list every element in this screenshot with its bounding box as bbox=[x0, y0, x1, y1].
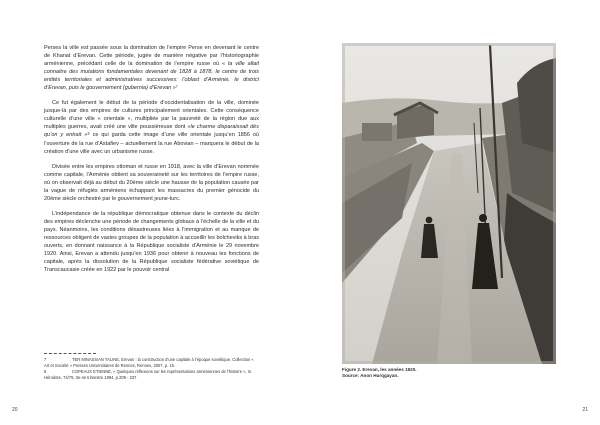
caption-title: Figure 2. Erevan, les années 1920. bbox=[342, 367, 417, 372]
paragraph-3: Divisée entre les empires ottoman et russe en 1918, avec la ville d’Erevan nommée comme capitale, l’Arménie obtient sa souveraineté sur les territoires de l’empire russe, où on observait déjà au début du 20ème siècle une hausse de la population causée par la vague de réfugiés arméniens échappant les massacres du premier génocide du 20ème siècle orchestré par le gouvernement jeune-turc. bbox=[44, 163, 259, 202]
paragraph-1: Perses la ville est passée sous la domination de l’empire Perse en devenant le centre de Khanat d’Erevan. Cette période, jugée de manière négative par l’historiographie arménienne, précédant celle de la domination de l’empire russe où « la ville allait connaitre des mutations fondamentales devenant de 1828 à 1878, le centre de trois entités territoriales et administratives successives: l’oblast d’Arménie, le district d’Erevan, puis le gouvernement (gubernia) d’Erevan »⁷ bbox=[44, 45, 259, 92]
street-photo-illustration bbox=[342, 43, 556, 364]
footnote-7: 7 TER MINASSIAN TALINE, Erevan : la construction d’une capitale à l’époque soviétique, Collection « Art et Société » Presses Universitaires de Rennes, Rennes, 2007, p. 15. bbox=[44, 357, 254, 368]
footnote-separator bbox=[44, 353, 96, 354]
paragraph-4: L’indépendance de la république démocratique obtenue dans le contexte du déclin des empires déclenche une période de changements globaux à l’échelle de la ville et du pays. Néanmoins, les conditions désastreuses liées à l’immigration et au manque de ressources obligent de vastes groupes de la population à accueillir les bolcheviks à bras ouverts, en donnant naissance à la République socialiste d’Arménie le 29 novembre 1920. Ainsi, Erevan a attendu jusqu’en 1936 pour obtenir à nouveau les fonctions de capitale, après la dissolution de la République socialiste fédérative soviétique de Transcaucasie créée en 1922 par le pouvoir central bbox=[44, 210, 259, 274]
paragraph-2: Ce fut également le début de la période d’occidentalisation de la ville, dominée jusque-là par des empires de cultures principalement orientales. Cette conséquence culturelle d’une ville « orientale », multipliée par la pauvreté de la région due aux multiples guerres, avait créé une ville poussiéreuse dont «le charme disparaissait dès qu’on y entrait »⁸ ce qui garda cette image d’une ville orientale jusqu’en 1856 où l’ouverture de la rue d’Astafiev – actuellement la rue Abovian – marquera le début de la création d’une ville avec un urbanisme russe. bbox=[44, 100, 259, 155]
caption-source: Source: Anon Hurqgayan. bbox=[342, 373, 399, 379]
footnotes bbox=[44, 357, 259, 381]
body-text-column bbox=[44, 44, 259, 281]
page-number-left: 20 bbox=[12, 407, 18, 413]
page-number-right: 21 bbox=[582, 407, 588, 413]
footnote-8: 8 COPEAUX ETIENNE, « Quelques réflexions sur les représentations arméniennes de l’histoire », In Hérodote, 74/75, 3e-4e trimestre 1994, p.209 - 237 bbox=[44, 368, 252, 380]
historic-street-photo bbox=[342, 43, 556, 364]
photo-caption bbox=[342, 367, 556, 380]
